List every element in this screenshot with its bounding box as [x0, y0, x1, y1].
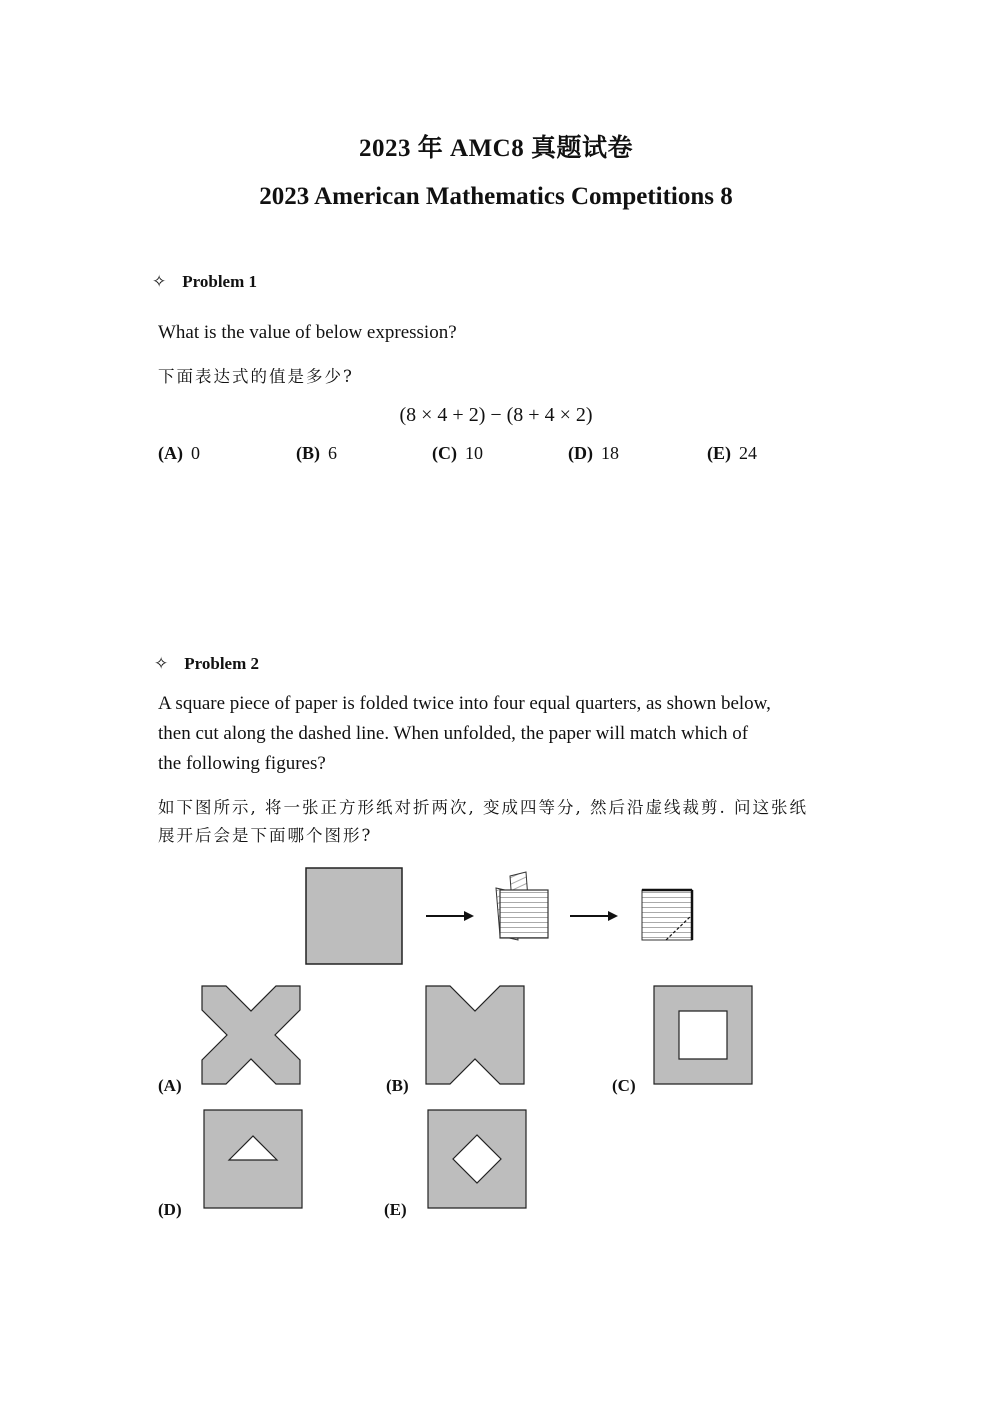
figure-d-label: (D): [158, 1200, 182, 1219]
problem-1-heading: [152, 272, 257, 292]
choice-a: [158, 443, 200, 464]
problem-2-question-en: [158, 689, 771, 779]
figure-b-label: (B): [386, 1076, 409, 1095]
figure-e-label: (E): [384, 1200, 407, 1219]
problem-2-question-en-line: then cut along the dashed line. When unfolded, the paper will match which of: [158, 723, 749, 744]
figure-a-label: (A): [158, 1076, 182, 1095]
problem-2-heading: [154, 654, 259, 674]
choice-e: [707, 443, 757, 464]
problem-1-heading-text: Problem 1: [182, 272, 258, 291]
problem-2-question-cn-line: 如下图所示, 将一张正方形纸对折两次, 变成四等分, 然后沿虚线裁剪. 问这张纸: [158, 798, 808, 817]
problem-2-question-en-line: A square piece of paper is folded twice into four equal quarters, as shown below,: [158, 693, 771, 714]
problem-1-question-cn: 下面表达式的值是多少?: [158, 367, 354, 386]
problem-2-heading-text: Problem 2: [184, 654, 260, 673]
figure-e-diamond-hole: [428, 1110, 528, 1210]
figure-d-triangle-hole: [204, 1110, 304, 1210]
problem-2-question-cn-line: 展开后会是下面哪个图形?: [158, 826, 373, 845]
choice-c-value: 10: [465, 443, 483, 463]
sparkle-icon: ✧: [154, 654, 169, 674]
figure-b-notched-shape: [426, 986, 526, 1086]
problem-2-question-cn: [158, 794, 808, 850]
choice-d-value: 18: [601, 443, 619, 463]
figure-c-label: (C): [612, 1076, 636, 1095]
document-title-en: 2023 American Mathematics Competitions 8: [259, 183, 733, 210]
unfolded-square: [306, 868, 402, 964]
choice-c: [432, 443, 483, 464]
choice-c-label: (C): [432, 443, 457, 463]
choice-d: [568, 443, 619, 464]
choice-d-label: (D): [568, 443, 593, 463]
choice-a-label: (A): [158, 443, 183, 463]
problem-1-expression: (8 × 4 + 2) − (8 + 4 × 2): [399, 404, 593, 426]
document-title-cn: 2023 年 AMC8 真题试卷: [359, 135, 633, 162]
choice-b-label: (B): [296, 443, 320, 463]
problem-1-question-en: What is the value of below expression?: [158, 322, 457, 343]
figure-c-square-hole: [654, 986, 754, 1086]
figure-a-x-shape: [202, 986, 302, 1086]
choice-b: [296, 443, 337, 464]
sparkle-icon: ✧: [152, 272, 167, 292]
arrow-right-icon: [426, 911, 474, 921]
choice-a-value: 0: [191, 443, 200, 463]
quarter-with-cut-line: [642, 890, 692, 940]
choice-b-value: 6: [328, 443, 337, 463]
folding-sequence-figure: [300, 860, 720, 980]
folded-paper-shape: [496, 872, 548, 940]
arrow-right-icon: [570, 911, 618, 921]
choice-e-label: (E): [707, 443, 731, 463]
problem-2-question-en-line: the following figures?: [158, 753, 326, 774]
choice-e-value: 24: [739, 443, 757, 463]
